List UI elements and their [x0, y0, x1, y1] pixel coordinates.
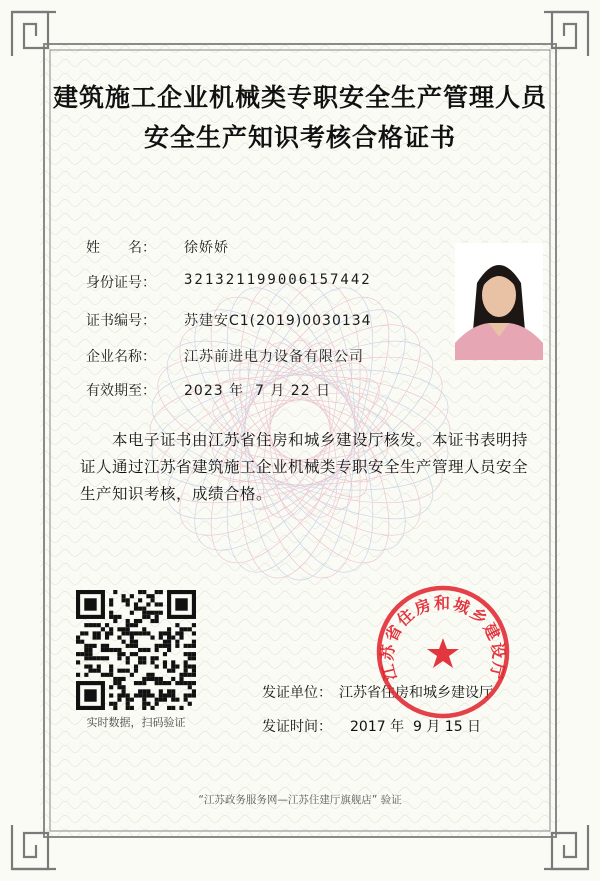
name-value: 徐娇娇	[184, 240, 229, 256]
issue-date-value: 2017 年 9 月 15 日	[350, 719, 482, 735]
valid-until-label: 有效期至：	[86, 383, 156, 399]
verification-qr-code[interactable]	[76, 590, 196, 710]
issue-date-label: 发证时间：	[262, 719, 332, 735]
issuer-label: 发证单位：	[262, 685, 332, 701]
id-number-label: 身份证号：	[86, 275, 156, 291]
verification-footer: “江苏政务服务网—江苏住建厅旗舰店” 验证	[198, 794, 402, 806]
seal-text: 江苏省住房和城乡建设厅	[377, 593, 509, 683]
valid-until-value: 2023 年 7 月 22 日	[184, 383, 332, 399]
certificate-title-line2: 安全生产知识考核合格证书	[143, 123, 456, 152]
company-value: 江苏前进电力设备有限公司	[184, 349, 364, 365]
name-label: 姓 名：	[86, 240, 156, 256]
id-number-value: 321321199006157442	[184, 272, 372, 288]
qr-caption: 实时数据，扫码验证	[86, 716, 186, 729]
holder-photo	[455, 243, 543, 360]
certificate-statement: 本电子证书由江苏省住房和城乡建设厅核发。本证书表明持证人通过江苏省建筑施工企业机械类专职安全生产管理人员安全生产知识考核，成绩合格。	[80, 431, 529, 503]
certificate-title-line1: 建筑施工企业机械类专职安全生产管理人员	[52, 83, 547, 112]
official-seal	[373, 582, 513, 722]
company-label: 企业名称：	[86, 349, 156, 365]
issuer-value: 江苏省住房和城乡建设厅	[339, 685, 493, 701]
certificate-number-label: 证书编号：	[86, 313, 156, 329]
certificate-number-value: 苏建安C1(2019)0030134	[184, 313, 372, 329]
